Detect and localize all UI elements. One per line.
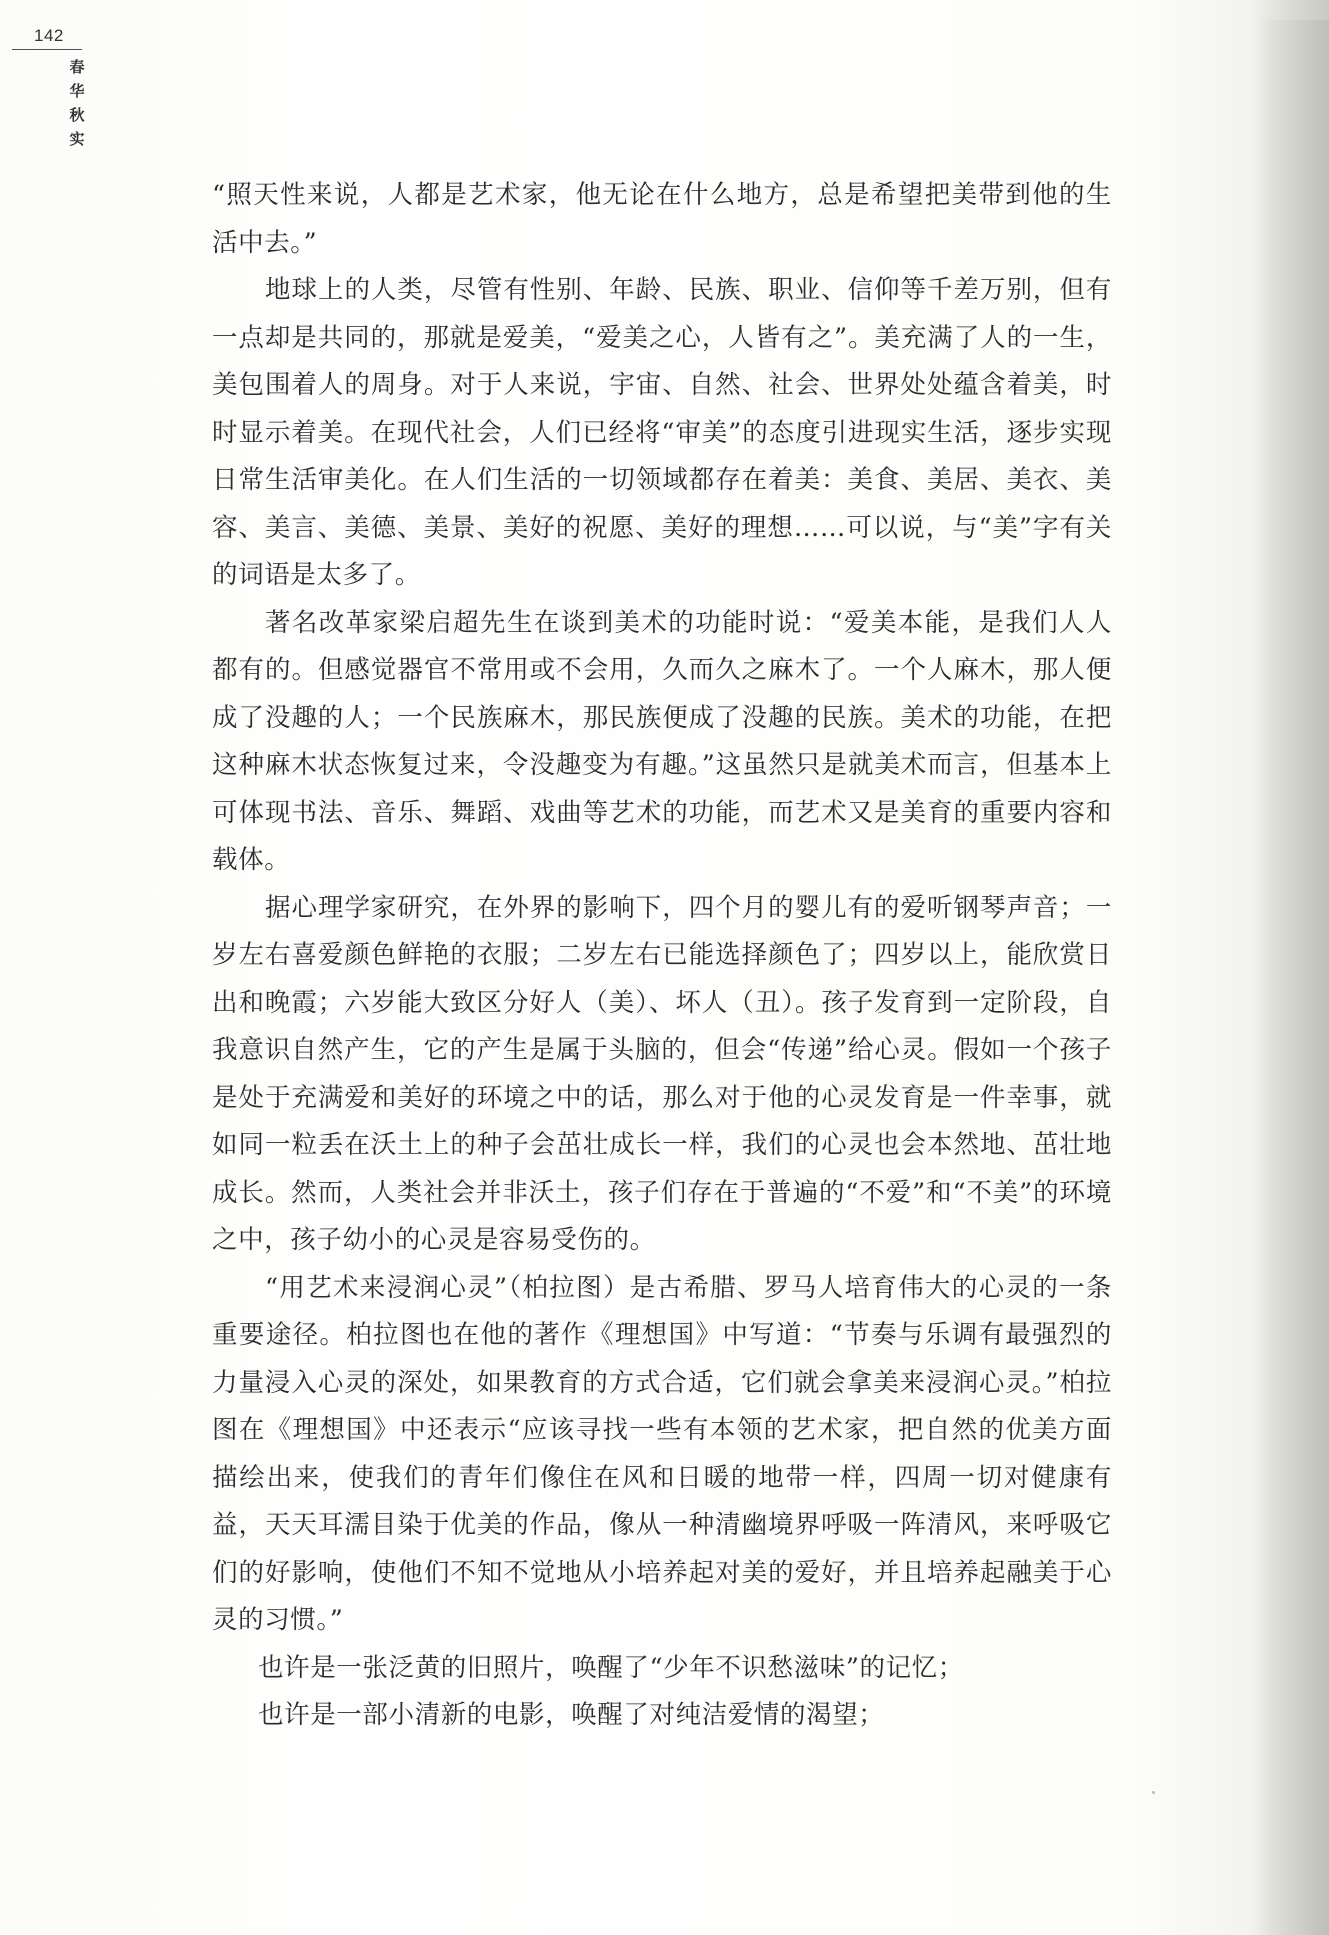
running-title-char: 秋 — [69, 106, 85, 124]
paragraph: “用艺术来浸润心灵”（柏拉图）是古希腊、罗马人培育伟大的心灵的一条重要途径。柏拉图也在他的著作《理想国》中写道：“节奏与乐调有最强烈的力量浸入心灵的深处，如果教育的方式合适，它们就会拿美来浸润心灵。”柏拉图在《理想国》中还表示“应该寻找一些有本领的艺术家，把自然的优美方面描绘出来，使我们的青年们像住在风和日暖的地带一样，四周一切对健康有益，天天耳濡目染于优美的作品，像从一种清幽境界呼吸一阵清风，来呼吸它们的好影响，使他们不知不觉地从小培养起对美的爱好，并且培养起融美于心灵的习惯。” — [212, 1272, 1112, 1635]
body-text — [212, 172, 1112, 1740]
running-title — [66, 55, 88, 151]
paragraph: 据心理学家研究，在外界的影响下，四个月的婴儿有的爱听钢琴声音；一岁左右喜爱颜色鲜艳的衣服；二岁左右已能选择颜色了；四岁以上，能欣赏日出和晚霞；六岁能大致区分好人（美）、坏人（丑）。孩子发育到一定阶段，自我意识自然产生，它的产生是属于头脑的，但会“传递”给心灵。假如一个孩子是处于充满爱和美好的环境之中的话，那么对于他的心灵发育是一件幸事，就如同一粒丢在沃土上的种子会茁壮成长一样，我们的心灵也会本然地、茁壮地成长。然而，人类社会并非沃土，孩子们存在于普遍的“不爱”和“不美”的环境之中，孩子幼小的心灵是容易受伤的。 — [212, 892, 1112, 1255]
book-spine-shadow — [1259, 20, 1329, 1935]
paragraph: 著名改革家梁启超先生在谈到美术的功能时说：“爱美本能，是我们人人都有的。但感觉器官不常用或不会用，久而久之麻木了。一个人麻木，那人便成了没趣的人；一个民族麻木，那民族便成了没趣的民族。美术的功能，在把这种麻木状态恢复过来，令没趣变为有趣。”这虽然只是就美术而言，但基本上可体现书法、音乐、舞蹈、戏曲等艺术的功能，而艺术又是美育的重要内容和载体。 — [212, 607, 1112, 875]
header-rule — [12, 49, 82, 50]
page-number: 142 — [34, 26, 64, 45]
running-title-char: 华 — [69, 82, 85, 100]
scan-speck — [1152, 1791, 1155, 1794]
paragraph-line: 也许是一部小清新的电影，唤醒了对纯洁爱情的渴望； — [258, 1700, 885, 1730]
running-title-char: 春 — [69, 58, 85, 76]
paragraph-quote: “照天性来说，人都是艺术家，他无论在什么地方，总是希望把美带到他的生活中去。” — [212, 180, 1112, 258]
running-title-char: 实 — [69, 130, 85, 148]
paragraph-line: 也许是一张泛黄的旧照片，唤醒了“少年不识愁滋味”的记忆； — [258, 1652, 964, 1683]
paragraph: 地球上的人类，尽管有性别、年龄、民族、职业、信仰等千差万别，但有一点却是共同的，那就是爱美，“爱美之心，人皆有之”。美充满了人的一生，美包围着人的周身。对于人来说，宇宙、自然、社会、世界处处蕴含着美，时时显示着美。在现代社会，人们已经将“审美”的态度引进现实生活，逐步实现日常生活审美化。在人们生活的一切领域都存在着美：美食、美居、美衣、美容、美言、美德、美景、美好的祝愿、美好的理想……可以说，与“美”字有关的词语是太多了。 — [212, 275, 1112, 590]
